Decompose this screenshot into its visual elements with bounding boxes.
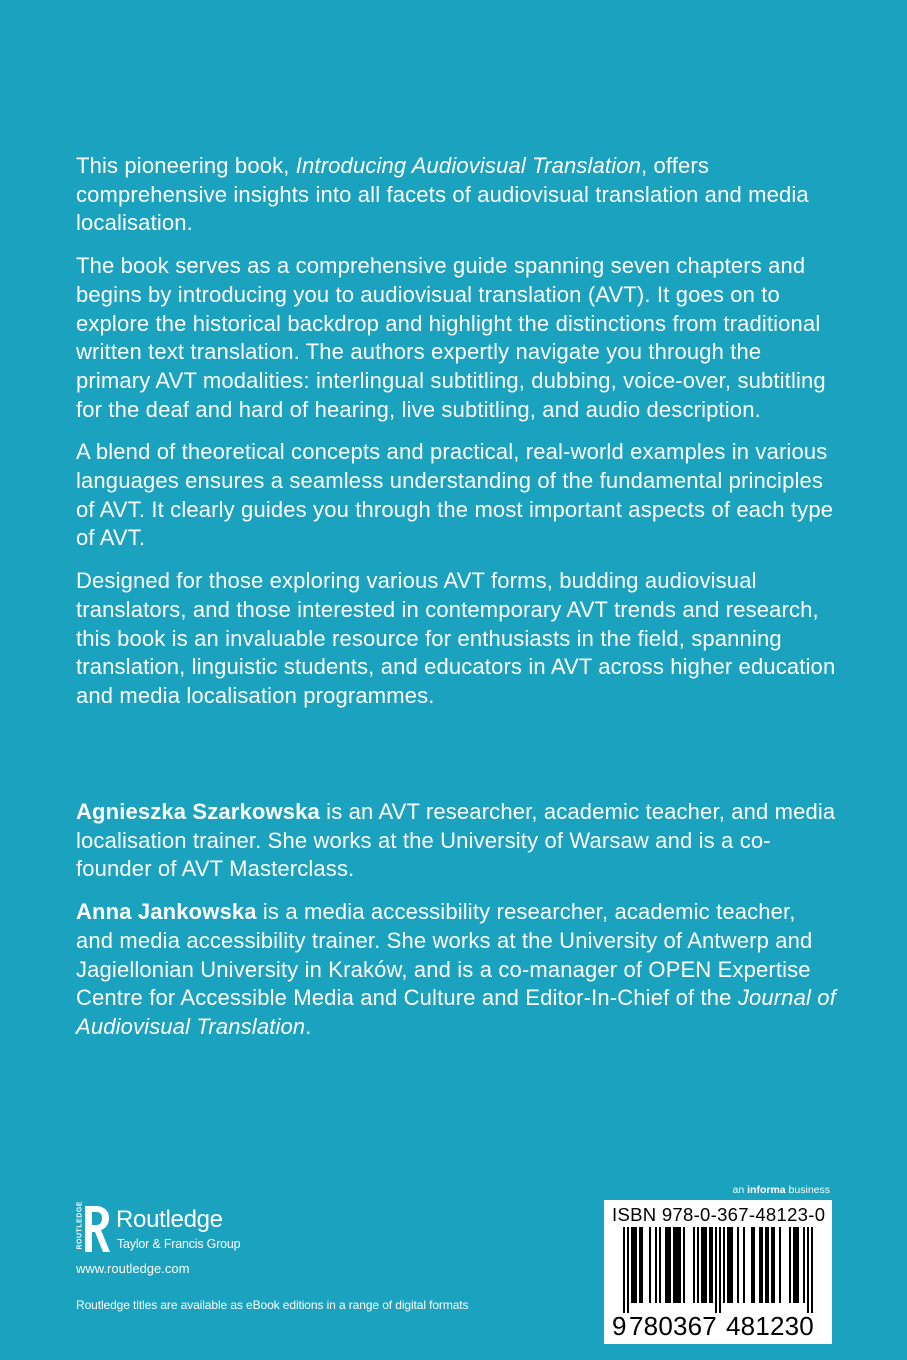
author-name-2: Anna Jankowska (76, 899, 257, 925)
barcode-bar (669, 1227, 671, 1303)
barcode-guard-bar (623, 1227, 625, 1313)
barcode-digit-group-1: 780367 (629, 1311, 717, 1341)
barcode-digit-lead: 9 (612, 1311, 627, 1341)
barcode-bar (633, 1227, 635, 1303)
book-title: Introducing Audiovisual Translation (295, 153, 641, 178)
barcode-bar (683, 1227, 685, 1303)
barcode-bar (751, 1227, 753, 1303)
author-name-1: Agnieszka Szarkowska (76, 799, 320, 824)
barcode-bar (737, 1227, 739, 1303)
barcode-bar (793, 1227, 795, 1303)
barcode-bar (761, 1227, 763, 1303)
barcode-bar (659, 1227, 661, 1303)
barcode-bar (773, 1227, 775, 1303)
barcode-bar (675, 1227, 677, 1303)
blurb-paragraph-4: Designed for those exploring various AVT forms, budding audiovisual translators, and those interested in contemporary AVT trends and research, this book is an invaluable resource for enthusiasts in the field, spanning translation, linguistic students, and educators in AVT across higher education and media localisation programmes. (76, 568, 836, 708)
barcode-bar (727, 1227, 729, 1303)
author-bio-1: Agnieszka Szarkowska is an AVT researcher, academic teacher, and media localisation trainer. She works at the University of Warsaw and is a co-founder of AVT Masterclass. (76, 799, 836, 882)
barcode-guard-bar (811, 1227, 813, 1313)
barcode-digits (612, 1312, 826, 1340)
publisher-url: www.routledge.com (76, 1261, 190, 1276)
barcode-bar (677, 1227, 679, 1303)
barcode-bar (797, 1227, 799, 1303)
journal-title: Journal of Audiovisual Translation (76, 985, 836, 1039)
isbn-barcode (604, 1200, 832, 1344)
barcode-digit-group-2: 481230 (726, 1311, 814, 1341)
barcode-bar (655, 1227, 657, 1303)
barcode-bar (743, 1227, 745, 1303)
barcode-bar (673, 1227, 675, 1303)
barcode-bar (665, 1227, 667, 1303)
barcode-bar (641, 1227, 643, 1303)
routledge-emblem-icon (72, 1202, 110, 1256)
barcode-bar (789, 1227, 791, 1303)
isbn-label: ISBN 978-0-367-48123-0 (612, 1204, 826, 1225)
barcode-bar (639, 1227, 641, 1303)
barcode-bar (723, 1227, 725, 1303)
author-bios (76, 798, 836, 1056)
barcode-bars (612, 1227, 824, 1313)
barcode-bar (803, 1227, 805, 1303)
author-bio-2: Anna Jankowska is a media accessibility researcher, academic teacher, and media accessibility trainer. She works at the University of Antwerp and Jagiellonian University in Kraków, and is a co-manager of OPEN Expertise Centre for Accessible Media and Culture and Editor-In-Chief of the Journal of Audiovisual Translation. (76, 899, 836, 1039)
barcode-bar (711, 1227, 713, 1303)
barcode-guard-bar (715, 1227, 717, 1313)
blurb-paragraph-2: The book serves as a comprehensive guide spanning seven chapters and begins by introducing you to audiovisual translation (AVT). It goes on to explore the historical backdrop and highlight the distinctions from traditional written text translation. The authors expertly navigate you through the primary AVT modalities: interlingual subtitling, dubbing, voice-over, subtitling for the deaf and hard of hearing, live subtitling, and audio description. (76, 253, 826, 422)
barcode-bar (729, 1227, 731, 1303)
barcode-bar (795, 1227, 797, 1303)
back-cover-blurb (76, 152, 836, 725)
barcode-bar (703, 1227, 705, 1303)
barcode-bar (679, 1227, 681, 1303)
barcode-guard-bar (627, 1227, 629, 1313)
barcode-bar (697, 1227, 699, 1303)
barcode-bar (759, 1227, 761, 1303)
publisher-vertical-text: ROUTLEDGE (76, 1201, 84, 1250)
barcode-bar (765, 1227, 767, 1303)
barcode-guard-bar (719, 1227, 721, 1313)
barcode-guard-bar (807, 1227, 809, 1313)
barcode-bar (649, 1227, 651, 1303)
barcode-bar (767, 1227, 769, 1303)
barcode-bar (709, 1227, 711, 1303)
barcode-bar (631, 1227, 633, 1303)
barcode-bar (701, 1227, 703, 1303)
publisher-group: Taylor & Francis Group (117, 1237, 241, 1251)
publisher-logo (72, 1202, 332, 1262)
blurb-paragraph-1: This pioneering book, Introducing Audiovisual Translation, offers comprehensive insights into all facets of audiovisual translation and media localisation. (76, 153, 809, 236)
publisher-name: Routledge (116, 1206, 223, 1233)
barcode-bar (731, 1227, 733, 1303)
barcode-bar (753, 1227, 755, 1303)
barcode-bar (779, 1227, 781, 1303)
blurb-paragraph-3: A blend of theoretical concepts and practical, real-world examples in various languages ensures a seamless understanding of the fundamental principles of AVT. It clearly guides you through the most important aspects of each type of AVT. (76, 439, 834, 551)
barcode-bar (705, 1227, 707, 1303)
barcode-bar (667, 1227, 669, 1303)
ebook-note: Routledge titles are available as eBook editions in a range of digital formats (76, 1298, 469, 1312)
barcode-bar (771, 1227, 773, 1303)
informa-tagline: an informa business (732, 1184, 830, 1196)
barcode-bar (635, 1227, 637, 1303)
barcode-bar (693, 1227, 695, 1303)
